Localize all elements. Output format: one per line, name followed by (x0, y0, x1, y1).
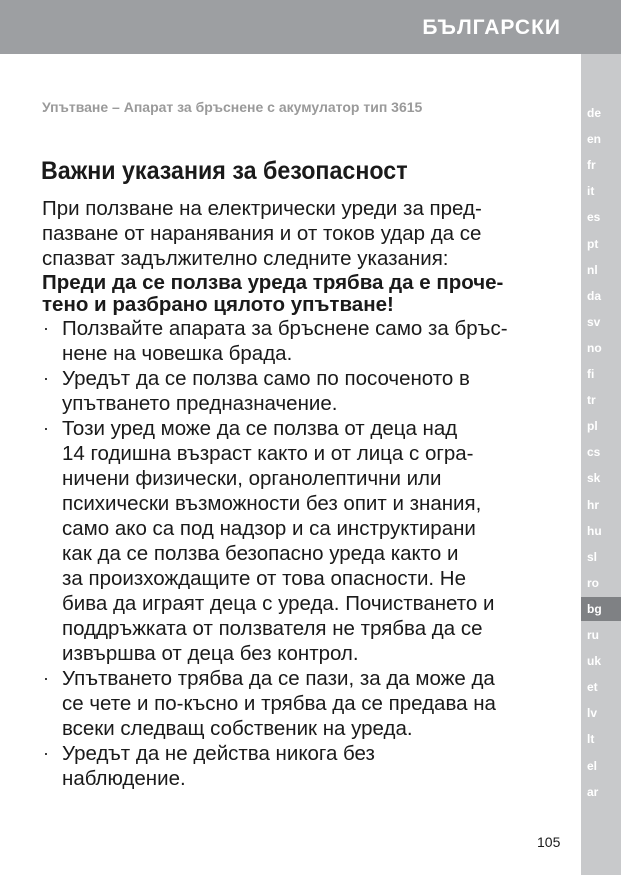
safety-content (42, 196, 562, 791)
safety-list (42, 316, 562, 791)
bullet-marker: · (43, 318, 49, 338)
language-tab-el[interactable]: el (587, 758, 598, 773)
list-item (42, 666, 562, 741)
language-tab-sv[interactable]: sv (587, 314, 601, 329)
language-sidebar (581, 54, 621, 875)
manual-subtitle: Упътване – Апарат за бръснене с акумулатор тип 3615 (42, 99, 423, 115)
warning-paragraph: Преди да се ползва уреда трябва да е проче- тено и разбрано цялото упътване! (42, 271, 504, 316)
language-tab-pl[interactable]: pl (587, 419, 598, 434)
language-tab-lv[interactable]: lv (587, 706, 598, 721)
list-item-text: Упътването трябва да се пази, за да може да се чете и по-късно и трябва да се предава на всеки следващ собственик на уреда. (62, 667, 496, 740)
language-tab-es[interactable]: es (587, 210, 601, 225)
language-tab-da[interactable]: da (587, 288, 602, 303)
bullet-marker: · (43, 743, 49, 763)
list-item (42, 366, 562, 416)
language-tab-fr[interactable]: fr (587, 158, 596, 173)
language-tab-ar[interactable]: ar (587, 784, 599, 799)
language-tab-bg[interactable]: bg (581, 597, 621, 621)
language-tab-hr[interactable]: hr (587, 497, 599, 512)
language-tab-no[interactable]: no (587, 340, 602, 355)
list-item-text: Този уред може да се ползва от деца над 14 годишна възраст както и от лица с огра- ничени физически, органолептични или психически възможности без опит и знания, само ако са под надзор и са инструктирани как да се ползва безопасно уреда както и за произхождащите от това опасности. Не бива да играят деца с уреда. Почистването и поддръжката от ползвателя не трябва да се извършва от деца без контрол. (62, 417, 495, 665)
language-tab-nl[interactable]: nl (587, 262, 598, 277)
language-title: БЪЛГАРСКИ (422, 16, 561, 39)
list-item (42, 316, 562, 366)
language-tab-pt[interactable]: pt (587, 236, 599, 251)
list-item-text: Уредът да се ползва само по посоченото в упътването предназначение. (62, 367, 470, 415)
page-header (0, 0, 621, 54)
language-tab-ru[interactable]: ru (587, 628, 599, 642)
list-item (42, 416, 562, 666)
page-number: 105 (537, 834, 561, 850)
bullet-marker: · (43, 418, 49, 438)
list-item-text: Уредът да не действа никога без наблюдение. (62, 742, 375, 790)
language-tab-ro[interactable]: ro (587, 575, 599, 590)
language-tab-lt[interactable]: lt (587, 732, 595, 747)
bullet-marker: · (43, 668, 49, 688)
language-tab-hu[interactable]: hu (587, 523, 602, 538)
list-item-text: Ползвайте апарата за бръснене само за бръс- нене на човешка брада. (62, 317, 508, 365)
language-tab-uk[interactable]: uk (587, 654, 602, 669)
intro-paragraph: При ползване на електрически уреди за пред- пазване от наранявания и от токов удар да се спазват задължително следните указания: (42, 197, 482, 270)
language-tab-fi[interactable]: fi (587, 367, 595, 381)
language-tab-cs[interactable]: cs (587, 445, 601, 460)
language-tab-sl[interactable]: sl (587, 549, 598, 564)
list-item (42, 741, 562, 791)
page-title: Важни указания за безопасност (41, 157, 408, 185)
language-tab-et[interactable]: et (587, 680, 598, 695)
language-tab-en[interactable]: en (587, 132, 602, 147)
language-tab-sk[interactable]: sk (587, 471, 601, 486)
language-tab-de[interactable]: de (587, 106, 602, 120)
language-tab-tr[interactable]: tr (587, 393, 596, 408)
bullet-marker: · (43, 368, 49, 388)
language-tab-it[interactable]: it (587, 184, 595, 199)
